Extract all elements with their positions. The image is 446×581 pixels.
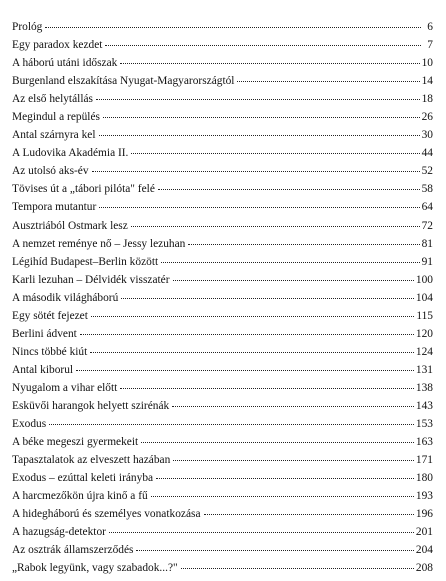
toc-entry-page-number: 180 bbox=[415, 473, 433, 485]
dot-leader bbox=[204, 514, 414, 515]
dot-leader bbox=[49, 424, 414, 425]
toc-entry-title: Tapasztalatok az elveszett hazában bbox=[12, 455, 171, 467]
toc-entry bbox=[12, 202, 433, 220]
toc-entry-title: Az utolsó aks-év bbox=[12, 166, 89, 178]
toc-entry-page-number: 115 bbox=[416, 310, 433, 322]
toc-entry-title: Burgenland elszakítása Nyugat-Magyarországtól bbox=[12, 76, 235, 88]
toc-entry-title: Tövises út a „tábori pilóta" felé bbox=[12, 184, 155, 196]
toc-entry-page-number: 44 bbox=[421, 148, 433, 160]
toc-entry-page-number: 100 bbox=[415, 274, 433, 286]
dot-leader bbox=[158, 189, 420, 190]
toc-entry-page-number: 64 bbox=[421, 202, 433, 214]
toc-entry-title: „Rabok legyünk, vagy szabadok...?" bbox=[12, 563, 178, 575]
toc-entry-page-number: 104 bbox=[415, 292, 433, 304]
toc-entry bbox=[12, 22, 433, 40]
dot-leader bbox=[131, 153, 419, 154]
dot-leader bbox=[141, 442, 414, 443]
toc-entry-title: Ausztriából Ostmark lesz bbox=[12, 220, 128, 232]
toc-entry-page-number: 18 bbox=[421, 94, 433, 106]
toc-entry bbox=[12, 473, 433, 491]
toc-entry-page-number: 143 bbox=[415, 400, 433, 412]
toc-entry-title: A béke megeszi gyermekeit bbox=[12, 437, 139, 449]
table-of-contents bbox=[12, 22, 433, 581]
toc-entry bbox=[12, 311, 433, 329]
dot-leader bbox=[173, 460, 414, 461]
toc-entry bbox=[12, 275, 433, 293]
dot-leader bbox=[120, 63, 419, 64]
toc-entry-page-number: 72 bbox=[421, 220, 433, 232]
toc-entry bbox=[12, 347, 433, 365]
toc-entry-title: A második világháború bbox=[12, 292, 119, 304]
dot-leader bbox=[173, 280, 414, 281]
toc-entry-title: Prológ bbox=[12, 22, 43, 33]
toc-entry-page-number: 204 bbox=[415, 545, 433, 557]
toc-entry-page-number: 131 bbox=[415, 364, 433, 376]
dot-leader bbox=[120, 388, 414, 389]
toc-entry-page-number: 124 bbox=[415, 346, 433, 358]
toc-entry bbox=[12, 509, 433, 527]
toc-entry-title: Nyugalom a vihar előtt bbox=[12, 382, 118, 394]
toc-entry-page-number: 120 bbox=[415, 328, 433, 340]
dot-leader bbox=[99, 135, 420, 136]
toc-entry-page-number: 7 bbox=[427, 40, 433, 52]
toc-entry bbox=[12, 293, 433, 311]
toc-entry-page-number: 153 bbox=[415, 419, 433, 431]
toc-entry bbox=[12, 455, 433, 473]
toc-entry-page-number: 196 bbox=[415, 509, 433, 521]
toc-entry-page-number: 201 bbox=[415, 527, 433, 539]
dot-leader bbox=[92, 171, 420, 172]
toc-entry bbox=[12, 239, 433, 257]
toc-entry bbox=[12, 563, 433, 581]
toc-entry bbox=[12, 58, 433, 76]
toc-entry bbox=[12, 221, 433, 239]
toc-entry bbox=[12, 76, 433, 94]
toc-entry-page-number: 163 bbox=[415, 437, 433, 449]
toc-entry-title: Exodus – ezúttal keleti irányba bbox=[12, 473, 154, 485]
toc-entry-title: Tempora mutantur bbox=[12, 202, 97, 214]
toc-entry-title: A hazugság-detektor bbox=[12, 527, 106, 539]
dot-leader bbox=[103, 117, 420, 118]
dot-leader bbox=[80, 334, 414, 335]
dot-leader bbox=[121, 298, 414, 299]
toc-entry-title: A hidegháború és személyes vonatkozása bbox=[12, 509, 201, 521]
toc-entry bbox=[12, 419, 433, 437]
dot-leader bbox=[90, 352, 414, 353]
toc-entry-title: A nemzet reménye nő – Jessy lezuhan bbox=[12, 238, 186, 250]
toc-entry-page-number: 52 bbox=[421, 166, 433, 178]
toc-entry-page-number: 6 bbox=[427, 22, 433, 33]
toc-entry bbox=[12, 383, 433, 401]
toc-entry-page-number: 171 bbox=[415, 455, 433, 467]
toc-entry bbox=[12, 94, 433, 112]
toc-entry-title: A háború utáni időszak bbox=[12, 58, 118, 70]
toc-entry bbox=[12, 184, 433, 202]
toc-entry-title: Berlini ádvent bbox=[12, 328, 77, 340]
toc-entry-page-number: 138 bbox=[415, 382, 433, 394]
toc-entry bbox=[12, 437, 433, 455]
dot-leader bbox=[156, 478, 414, 479]
toc-entry bbox=[12, 130, 433, 148]
toc-entry bbox=[12, 166, 433, 184]
toc-entry-title: Nincs többé kiút bbox=[12, 346, 88, 358]
toc-entry-page-number: 30 bbox=[421, 130, 433, 142]
toc-entry-page-number: 10 bbox=[421, 58, 433, 70]
toc-entry-page-number: 81 bbox=[421, 238, 433, 250]
toc-entry bbox=[12, 40, 433, 58]
dot-leader bbox=[151, 496, 414, 497]
toc-entry-title: A harcmezőkön újra kinő a fű bbox=[12, 491, 148, 503]
toc-entry-title: Az első helytállás bbox=[12, 94, 93, 106]
toc-entry-title: Exodus bbox=[12, 419, 47, 431]
toc-entry-title: Megindul a repülés bbox=[12, 112, 100, 124]
toc-entry-title: Egy paradox kezdet bbox=[12, 40, 103, 52]
toc-entry bbox=[12, 329, 433, 347]
toc-entry bbox=[12, 527, 433, 545]
toc-entry bbox=[12, 491, 433, 509]
toc-entry-title: Egy sötét fejezet bbox=[12, 310, 88, 322]
toc-entry bbox=[12, 148, 433, 166]
dot-leader bbox=[161, 262, 419, 263]
toc-entry-page-number: 208 bbox=[415, 563, 433, 575]
dot-leader bbox=[188, 244, 419, 245]
dot-leader bbox=[181, 568, 414, 569]
toc-entry-title: Karli lezuhan – Délvidék visszatér bbox=[12, 274, 170, 286]
toc-entry-page-number: 193 bbox=[415, 491, 433, 503]
toc-entry-page-number: 14 bbox=[421, 76, 433, 88]
toc-entry bbox=[12, 365, 433, 383]
toc-entry bbox=[12, 257, 433, 275]
dot-leader bbox=[96, 99, 420, 100]
toc-entry-title: Az osztrák államszerződés bbox=[12, 545, 134, 557]
toc-entry-title: Légihíd Budapest–Berlin között bbox=[12, 256, 159, 268]
toc-entry-title: Esküvői harangok helyett szirénák bbox=[12, 400, 170, 412]
dot-leader bbox=[45, 27, 421, 28]
toc-entry-page-number: 91 bbox=[421, 256, 433, 268]
toc-entry-page-number: 58 bbox=[421, 184, 433, 196]
toc-entry bbox=[12, 112, 433, 130]
dot-leader bbox=[136, 550, 413, 551]
toc-entry bbox=[12, 545, 433, 563]
toc-entry-title: A Ludovika Akadémia II. bbox=[12, 148, 129, 160]
toc-entry-page-number: 26 bbox=[421, 112, 433, 124]
dot-leader bbox=[237, 81, 419, 82]
dot-leader bbox=[105, 45, 421, 46]
dot-leader bbox=[99, 207, 419, 208]
toc-entry-title: Antal kiborul bbox=[12, 364, 74, 376]
dot-leader bbox=[131, 226, 420, 227]
toc-entry-title: Antal szárnyra kel bbox=[12, 130, 96, 142]
dot-leader bbox=[91, 316, 414, 317]
toc-entry bbox=[12, 401, 433, 419]
dot-leader bbox=[109, 532, 414, 533]
dot-leader bbox=[76, 370, 414, 371]
dot-leader bbox=[172, 406, 414, 407]
